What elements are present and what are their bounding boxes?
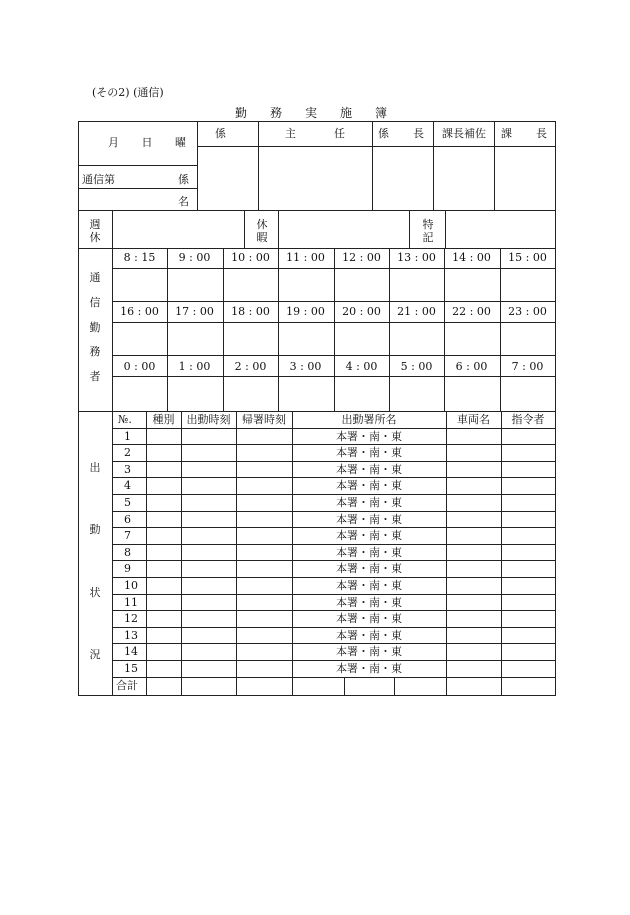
duty-time-slot: 7 : 00 xyxy=(511,360,544,373)
dispatch-station-options: 本署・南・東 xyxy=(336,479,402,492)
dispatch-station-options: 本署・南・東 xyxy=(336,662,402,675)
dispatch-row-line xyxy=(112,560,556,561)
duty-time-slot: 10 : 00 xyxy=(231,251,270,264)
dispatch-row-line xyxy=(112,660,556,661)
dispatch-row-number: 3 xyxy=(124,463,131,476)
duty-time-slot: 6 : 00 xyxy=(455,360,488,373)
duty-staff-label: 通 信 勤 務 者 xyxy=(89,271,101,383)
dispatch-row-line xyxy=(112,511,556,512)
special-note-label: 特 記 xyxy=(422,218,434,244)
dispatch-column-divider xyxy=(446,411,447,696)
dispatch-row-line xyxy=(112,643,556,644)
duty-time-slot: 22 : 00 xyxy=(452,305,491,318)
duty-column-divider xyxy=(167,248,168,412)
dispatch-row-number: 4 xyxy=(124,479,131,492)
dispatch-row-line xyxy=(112,594,556,595)
header-station-name: 出動署所名 xyxy=(341,413,397,426)
dispatch-total-divider xyxy=(394,677,395,696)
dispatch-station-options: 本署・南・東 xyxy=(336,496,402,509)
approval-col-section-chief: 係 長 xyxy=(378,127,424,140)
dispatch-row-line xyxy=(112,527,556,528)
duty-time-slot: 17 : 00 xyxy=(175,305,214,318)
form-border xyxy=(78,121,556,122)
dispatch-row-line xyxy=(112,544,556,545)
dispatch-row-number: 5 xyxy=(124,496,131,509)
leave-divider xyxy=(445,210,446,249)
dispatch-row-line xyxy=(112,428,556,429)
duty-column-divider xyxy=(389,248,390,412)
duty-time-slot: 20 : 00 xyxy=(342,305,381,318)
approval-column-divider xyxy=(494,121,495,211)
dispatch-station-options: 本署・南・東 xyxy=(336,596,402,609)
dispatch-column-divider xyxy=(181,411,182,696)
duty-time-slot: 1 : 00 xyxy=(178,360,211,373)
dispatch-row-line xyxy=(112,444,556,445)
section-line xyxy=(78,210,556,211)
dispatch-row-number: 12 xyxy=(124,612,138,625)
duty-time-slot: 0 : 00 xyxy=(123,360,156,373)
form-subtitle: (その2) (通信) xyxy=(92,86,164,99)
form-border xyxy=(78,121,79,696)
approval-column-divider xyxy=(372,121,373,211)
communication-section-label: 通信第 xyxy=(82,173,115,186)
duty-time-slot: 15 : 00 xyxy=(508,251,547,264)
dispatch-station-options: 本署・南・東 xyxy=(336,430,402,443)
duty-time-slot: 21 : 00 xyxy=(397,305,436,318)
dispatch-station-options: 本署・南・東 xyxy=(336,629,402,642)
header-vehicle-name: 車両名 xyxy=(457,413,490,426)
duty-time-slot: 3 : 00 xyxy=(289,360,322,373)
dispatch-row-line xyxy=(112,477,556,478)
duty-time-slot: 23 : 00 xyxy=(508,305,547,318)
duty-time-slot: 16 : 00 xyxy=(120,305,159,318)
duty-time-slot: 8 : 15 xyxy=(123,251,156,264)
dispatch-row-number: 10 xyxy=(124,579,138,592)
dispatch-row-number: 15 xyxy=(124,662,138,675)
weekly-rest-label: 週 休 xyxy=(89,218,101,244)
name-label: 名 xyxy=(178,195,189,208)
dispatch-row-number: 6 xyxy=(124,513,131,526)
duty-row-line xyxy=(112,301,556,302)
approval-col-chief: 主 任 xyxy=(285,127,345,140)
dispatch-row-line xyxy=(112,494,556,495)
approval-left-line xyxy=(78,165,198,166)
duty-time-slot: 12 : 00 xyxy=(342,251,381,264)
dispatch-row-number: 13 xyxy=(124,629,138,642)
dispatch-station-options: 本署・南・東 xyxy=(336,546,402,559)
dispatch-row-line xyxy=(112,610,556,611)
dispatch-station-options: 本署・南・東 xyxy=(336,612,402,625)
duty-time-slot: 5 : 00 xyxy=(400,360,433,373)
duty-time-slot: 13 : 00 xyxy=(397,251,436,264)
dispatch-row-line xyxy=(112,577,556,578)
dispatch-row-number: 2 xyxy=(124,446,131,459)
section-suffix-label: 係 xyxy=(178,173,189,186)
approval-header-line xyxy=(197,146,556,147)
duty-row-line xyxy=(112,322,556,323)
dispatch-station-options: 本署・南・東 xyxy=(336,513,402,526)
section-line xyxy=(78,248,556,249)
dispatch-row-line xyxy=(112,461,556,462)
dispatch-station-options: 本署・南・東 xyxy=(336,463,402,476)
duty-time-slot: 19 : 00 xyxy=(286,305,325,318)
dispatch-row-number: 7 xyxy=(124,529,131,542)
duty-column-divider xyxy=(278,248,279,412)
duty-row-line xyxy=(112,355,556,356)
header-type: 種別 xyxy=(152,413,175,426)
dispatch-row-number: 9 xyxy=(124,562,131,575)
duty-time-slot: 18 : 00 xyxy=(231,305,270,318)
dispatch-column-divider xyxy=(112,411,113,696)
approval-col-deputy-manager: 課長補佐 xyxy=(442,127,486,140)
approval-column-divider xyxy=(258,121,259,211)
header-dispatch-time: 出動時刻 xyxy=(186,413,231,426)
duty-row-line xyxy=(112,376,556,377)
holiday-label: 休 暇 xyxy=(256,218,268,244)
dispatch-row-line xyxy=(112,677,556,678)
header-return-time: 帰署時刻 xyxy=(242,413,286,426)
header-number: №. xyxy=(118,413,132,426)
dispatch-row-number: 14 xyxy=(124,645,138,658)
dispatch-status-label: 出 動 状 況 xyxy=(89,461,101,661)
duty-record-form xyxy=(78,121,555,695)
dispatch-station-options: 本署・南・東 xyxy=(336,579,402,592)
approval-col-manager: 課 長 xyxy=(501,127,547,140)
duty-row-line xyxy=(112,268,556,269)
dispatch-row-number: 8 xyxy=(124,546,131,559)
leave-divider xyxy=(112,210,113,249)
approval-left-line xyxy=(78,188,198,189)
duty-column-divider xyxy=(500,248,501,412)
leave-divider xyxy=(409,210,410,249)
duty-time-slot: 14 : 00 xyxy=(452,251,491,264)
dispatch-row-number: 11 xyxy=(124,596,138,609)
form-title: 勤務実施簿 xyxy=(235,106,411,120)
dispatch-row-number: 1 xyxy=(124,430,131,443)
header-dispatcher: 指令者 xyxy=(511,413,545,426)
form-border xyxy=(78,695,556,696)
duty-label-divider xyxy=(112,248,113,412)
duty-column-divider xyxy=(223,248,224,412)
duty-time-slot: 4 : 00 xyxy=(345,360,378,373)
dispatch-row-line xyxy=(112,627,556,628)
total-label: 合計 xyxy=(116,679,138,692)
duty-column-divider xyxy=(334,248,335,412)
date-label: 月 日 曜 xyxy=(108,136,186,149)
dispatch-column-divider xyxy=(236,411,237,696)
duty-column-divider xyxy=(444,248,445,412)
dispatch-station-options: 本署・南・東 xyxy=(336,645,402,658)
approval-column-divider xyxy=(197,121,198,211)
dispatch-column-divider xyxy=(501,411,502,696)
section-line xyxy=(78,411,556,412)
dispatch-station-options: 本署・南・東 xyxy=(336,562,402,575)
approval-column-divider xyxy=(433,121,434,211)
dispatch-total-divider xyxy=(344,677,345,696)
duty-time-slot: 11 : 00 xyxy=(286,251,325,264)
duty-time-slot: 9 : 00 xyxy=(178,251,211,264)
leave-divider xyxy=(244,210,245,249)
dispatch-column-divider xyxy=(146,411,147,696)
leave-divider xyxy=(278,210,279,249)
approval-col-clerk: 係 xyxy=(215,127,226,140)
dispatch-station-options: 本署・南・東 xyxy=(336,529,402,542)
duty-time-slot: 2 : 00 xyxy=(234,360,267,373)
dispatch-station-options: 本署・南・東 xyxy=(336,446,402,459)
